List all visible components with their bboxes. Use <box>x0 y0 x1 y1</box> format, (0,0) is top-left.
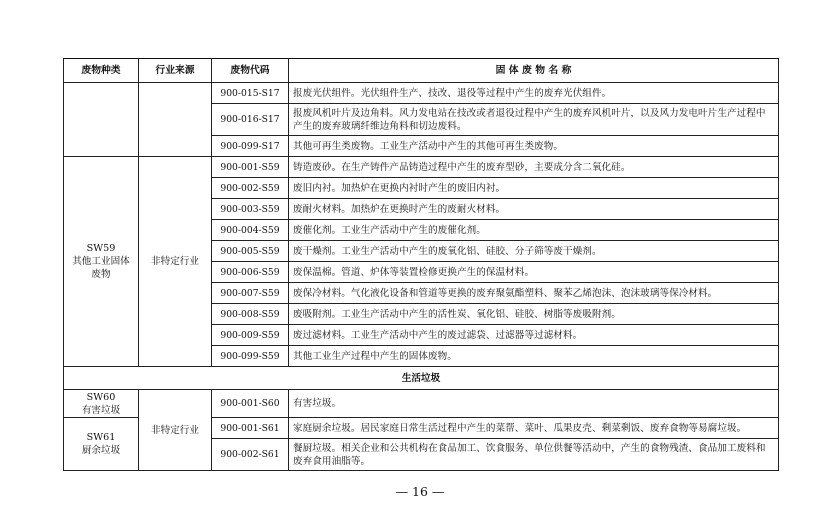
waste-code: 900-002-S61 <box>212 439 289 471</box>
header-industry-source: 行业来源 <box>139 59 212 83</box>
waste-code: 900-099-S59 <box>212 346 289 367</box>
waste-description: 报废光伏组件。光伏组件生产、技改、退役等过程中产生的废弃光伏组件。 <box>289 83 779 104</box>
waste-description: 废吸附剂。工业生产活动中产生的活性炭、氧化铝、硅胶、树脂等废吸附剂。 <box>289 304 779 325</box>
waste-description: 废干燥剂。工业生产活动中产生的废氧化铝、硅胶、分子筛等废干燥剂。 <box>289 241 779 262</box>
waste-code: 900-005-S59 <box>212 241 289 262</box>
section-row <box>64 367 779 390</box>
waste-description: 其他可再生类废物。工业生产活动中产生的其他可再生类废物。 <box>289 136 779 157</box>
page-footer <box>0 484 840 499</box>
table-row <box>64 83 779 104</box>
source-cell-empty <box>139 83 212 157</box>
waste-description: 废耐火材料。加热炉在更换时产生的废耐火材料。 <box>289 199 779 220</box>
category-name: 有害垃圾 <box>81 404 121 416</box>
category-name: 其他工业固体 <box>72 256 130 267</box>
waste-description: 铸造废砂。在生产铸件产品铸造过程中产生的废弃型砂，主要成分含二氧化硅。 <box>289 157 779 178</box>
waste-description: 废过滤材料。工业生产活动中产生的废过滤袋、过滤器等过滤材料。 <box>289 325 779 346</box>
waste-code: 900-008-S59 <box>212 304 289 325</box>
category-cell-sw61 <box>64 418 139 471</box>
category-cell-sw59 <box>64 157 139 367</box>
category-code: SW60 <box>86 391 116 403</box>
table-row <box>64 390 779 418</box>
waste-code: 900-006-S59 <box>212 262 289 283</box>
waste-classification-table <box>63 58 779 471</box>
waste-code: 900-002-S59 <box>212 178 289 199</box>
waste-code: 900-001-S59 <box>212 157 289 178</box>
waste-description: 废催化剂。工业生产活动中产生的废催化剂。 <box>289 220 779 241</box>
waste-code: 900-003-S59 <box>212 199 289 220</box>
waste-description: 废旧内衬。加热炉在更换内衬时产生的废旧内衬。 <box>289 178 779 199</box>
waste-description: 家庭厨余垃圾。居民家庭日常生活过程中产生的菜帮、菜叶、瓜果皮壳、剩菜剩饭、废弃食物等易腐垃圾。 <box>289 418 779 439</box>
waste-code: 900-015-S17 <box>212 83 289 104</box>
waste-code: 900-004-S59 <box>212 220 289 241</box>
waste-code: 900-016-S17 <box>212 104 289 136</box>
category-cell-sw60 <box>64 390 139 418</box>
waste-code: 900-007-S59 <box>212 283 289 304</box>
waste-description: 废保温棉。管道、炉体等装置检修更换产生的保温材料。 <box>289 262 779 283</box>
category-cell-empty <box>64 83 139 157</box>
category-name-cont: 废物 <box>91 269 111 280</box>
waste-description: 废保冷材料。气化液化设备和管道等更换的废弃聚氨酯塑料、聚苯乙烯泡沫、泡沫玻璃等保冷材料。 <box>289 283 779 304</box>
table-header-row <box>64 59 779 83</box>
waste-code: 900-001-S60 <box>212 390 289 418</box>
industry-source: 非特定行业 <box>139 390 212 471</box>
waste-code: 900-099-S17 <box>212 136 289 157</box>
header-waste-type: 废物种类 <box>64 59 139 83</box>
waste-description: 报废风机叶片及边角料。风力发电站在技改或者退役过程中产生的废弃风机叶片，以及风力发电叶片生产过程中产生的废弃玻璃纤维边角料和切边废料。 <box>289 104 779 136</box>
waste-description: 餐厨垃圾。相关企业和公共机构在食品加工、饮食服务、单位供餐等活动中，产生的食物残渣、食品加工废料和废弃食用油脂等。 <box>289 439 779 471</box>
waste-code: 900-001-S61 <box>212 418 289 439</box>
table-row <box>64 157 779 178</box>
category-code: SW61 <box>86 432 116 443</box>
section-title: 生活垃圾 <box>64 367 779 390</box>
waste-description: 其他工业生产过程中产生的固体废物。 <box>289 346 779 367</box>
waste-description: 有害垃圾。 <box>289 390 779 418</box>
header-waste-name: 固 体 废 物 名 称 <box>289 59 779 83</box>
category-name: 厨余垃圾 <box>81 445 121 456</box>
waste-code: 900-009-S59 <box>212 325 289 346</box>
industry-source: 非特定行业 <box>139 157 212 367</box>
page-number: — 16 — <box>395 484 445 499</box>
header-waste-code: 废物代码 <box>212 59 289 83</box>
category-code: SW59 <box>86 243 116 254</box>
